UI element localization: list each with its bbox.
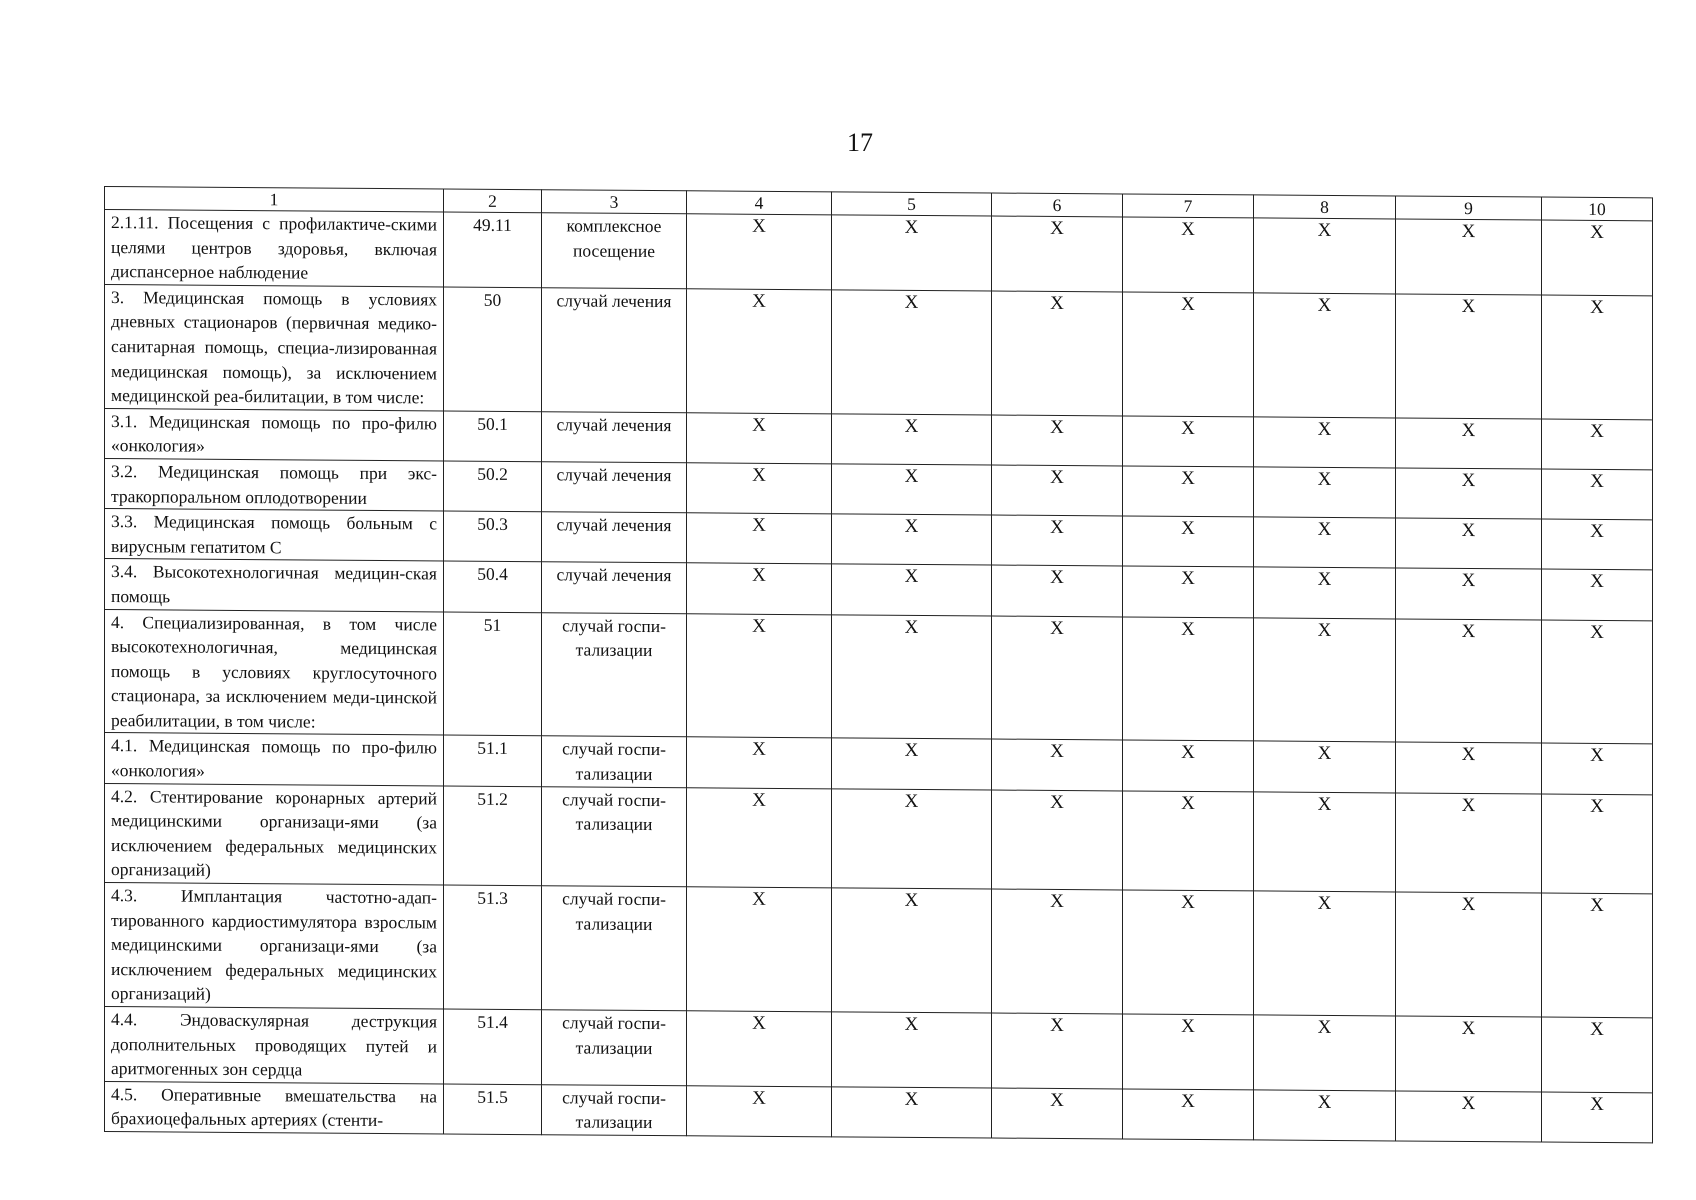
row-unit-cell: случай госпи-тализации xyxy=(542,612,687,737)
row-unit-cell: случай госпи-тализации xyxy=(542,736,687,787)
row-value-cell: X xyxy=(1396,418,1542,469)
row-value-cell: X xyxy=(1254,467,1396,518)
row-value-cell: X xyxy=(687,1086,832,1137)
row-value-cell: X xyxy=(1542,893,1653,1018)
row-unit-cell: случай лечения xyxy=(542,512,687,563)
table-row xyxy=(105,284,1653,419)
row-unit-cell: случай лечения xyxy=(542,562,687,613)
table-row xyxy=(105,210,1653,296)
row-value-cell: X xyxy=(687,613,832,738)
row-value-cell: X xyxy=(687,563,832,614)
row-code-cell: 51.3 xyxy=(444,885,542,1010)
row-value-cell: X xyxy=(1396,1016,1542,1092)
row-code-cell: 51.4 xyxy=(444,1009,542,1084)
row-value-cell: X xyxy=(1542,794,1653,894)
row-value-cell: X xyxy=(1542,1017,1653,1093)
column-number: 8 xyxy=(1254,195,1396,219)
row-code-cell: 51 xyxy=(444,611,542,736)
row-value-cell: X xyxy=(832,788,992,889)
row-value-cell: X xyxy=(687,214,832,290)
table-row xyxy=(105,1081,1653,1143)
column-number: 4 xyxy=(687,191,832,215)
row-value-cell: X xyxy=(1123,1089,1254,1140)
row-value-cell: X xyxy=(1254,293,1396,418)
row-value-cell: X xyxy=(1542,744,1653,795)
row-value-cell: X xyxy=(832,1012,992,1088)
column-number: 2 xyxy=(444,189,542,213)
row-value-cell: X xyxy=(1123,791,1254,891)
row-unit-cell: случай лечения xyxy=(542,411,687,462)
row-value-cell: X xyxy=(687,413,832,464)
row-value-cell: X xyxy=(832,215,992,291)
row-value-cell: X xyxy=(832,414,992,465)
row-value-cell: X xyxy=(1123,416,1254,467)
row-code-cell: 51.1 xyxy=(444,735,542,786)
row-value-cell: X xyxy=(1123,566,1254,617)
row-code-cell: 50.1 xyxy=(444,411,542,462)
table-row xyxy=(105,883,1653,1018)
row-name-cell: 4.4. Эндоваскулярная деструкция дополнительных проводящих путей и аритмогенных зон сердца xyxy=(105,1007,444,1084)
row-name-cell: 3.1. Медицинская помощь по про-филю «онкология» xyxy=(105,408,444,461)
row-code-cell: 50 xyxy=(444,287,542,412)
row-value-cell: X xyxy=(687,737,832,788)
page-number: 17 xyxy=(847,128,873,157)
column-number: 1 xyxy=(105,187,444,212)
row-unit-cell: случай госпи-тализации xyxy=(542,786,687,886)
row-value-cell: X xyxy=(1396,793,1542,893)
row-value-cell: X xyxy=(992,291,1123,416)
row-code-cell: 51.2 xyxy=(444,786,542,886)
row-name-cell: 3. Медицинская помощь в условиях дневных стационаров (первичная медико-санитарная помощь, специа-лизированная медицинская помощь), за исключением медицинской реа-билитации, в том числе: xyxy=(105,284,444,410)
row-code-cell: 49.11 xyxy=(444,212,542,287)
row-value-cell: X xyxy=(832,564,992,615)
row-name-cell: 4.1. Медицинская помощь по про-филю «онкология» xyxy=(105,733,444,786)
row-unit-cell: случай госпи-тализации xyxy=(542,1010,687,1086)
row-value-cell: X xyxy=(1254,517,1396,568)
row-unit-cell: случай лечения xyxy=(542,287,687,412)
row-value-cell: X xyxy=(1254,891,1396,1016)
column-number: 7 xyxy=(1123,194,1254,218)
row-value-cell: X xyxy=(1254,1015,1396,1091)
row-value-cell: X xyxy=(1396,518,1542,569)
row-name-cell: 4.2. Стентирование коронарных артерий медицинскими организаци-ями (за исключением федеральных медицинских организаций) xyxy=(105,783,444,885)
row-value-cell: X xyxy=(1123,890,1254,1015)
column-number: 9 xyxy=(1396,196,1542,220)
row-value-cell: X xyxy=(832,514,992,565)
data-table xyxy=(104,186,1653,1143)
row-value-cell: X xyxy=(1254,567,1396,618)
row-name-cell: 3.3. Медицинская помощь больным с вирусным гепатитом С xyxy=(105,509,444,562)
row-value-cell: X xyxy=(992,739,1123,790)
row-value-cell: X xyxy=(1254,218,1396,294)
row-value-cell: X xyxy=(1542,419,1653,470)
row-value-cell: X xyxy=(1396,1091,1542,1142)
row-value-cell: X xyxy=(992,790,1123,890)
row-value-cell: X xyxy=(832,738,992,789)
column-number: 6 xyxy=(992,193,1123,217)
row-value-cell: X xyxy=(992,415,1123,466)
row-value-cell: X xyxy=(1396,568,1542,619)
row-name-cell: 2.1.11. Посещения с профилактиче-скими целями центров здоровья, включая диспансерное наблюдение xyxy=(105,210,444,287)
row-value-cell: X xyxy=(992,1013,1123,1089)
row-value-cell: X xyxy=(1542,519,1653,570)
row-value-cell: X xyxy=(992,565,1123,616)
row-code-cell: 50.2 xyxy=(444,461,542,512)
row-value-cell: X xyxy=(1542,569,1653,620)
row-value-cell: X xyxy=(1542,1092,1653,1143)
table-body xyxy=(105,210,1653,1143)
row-code-cell: 50.4 xyxy=(444,561,542,612)
row-value-cell: X xyxy=(687,787,832,887)
row-value-cell: X xyxy=(1123,740,1254,791)
row-value-cell: X xyxy=(1254,741,1396,792)
row-code-cell: 51.5 xyxy=(444,1084,542,1135)
row-value-cell: X xyxy=(687,463,832,514)
row-value-cell: X xyxy=(1396,468,1542,519)
table-row xyxy=(105,609,1653,744)
row-unit-cell: комплексное посещение xyxy=(542,213,687,289)
row-value-cell: X xyxy=(832,1087,992,1138)
row-value-cell: X xyxy=(687,1011,832,1087)
row-value-cell: X xyxy=(1396,742,1542,793)
row-name-cell: 4.3. Имплантация частотно-адап-тированного кардиостимулятора взрослым медицинскими организаци-ями (за исключением федеральных медицинских организаций) xyxy=(105,883,444,1009)
row-value-cell: X xyxy=(1396,294,1542,419)
row-unit-cell: случай лечения xyxy=(542,462,687,513)
row-value-cell: X xyxy=(832,464,992,515)
row-name-cell: 4. Специализированная, в том числе высокотехнологичная, медицинская помощь в условиях круглосуточного стационара, за исключением меди-цинской реабилитации, в том числе: xyxy=(105,609,444,735)
table-row xyxy=(105,783,1653,894)
row-value-cell: X xyxy=(1123,292,1254,417)
column-number: 10 xyxy=(1542,197,1653,221)
row-value-cell: X xyxy=(1396,618,1542,743)
row-value-cell: X xyxy=(992,216,1123,292)
row-value-cell: X xyxy=(1254,792,1396,892)
row-unit-cell: случай госпи-тализации xyxy=(542,886,687,1011)
row-value-cell: X xyxy=(1123,516,1254,567)
row-value-cell: X xyxy=(1396,892,1542,1017)
row-value-cell: X xyxy=(992,616,1123,741)
row-value-cell: X xyxy=(1396,219,1542,295)
row-value-cell: X xyxy=(992,889,1123,1014)
row-value-cell: X xyxy=(687,887,832,1012)
row-value-cell: X xyxy=(992,1088,1123,1139)
row-value-cell: X xyxy=(1123,616,1254,741)
row-name-cell: 3.2. Медицинская помощь при экс-тракорпоральном оплодотворении xyxy=(105,458,444,511)
row-value-cell: X xyxy=(992,515,1123,566)
row-value-cell: X xyxy=(1123,1014,1254,1090)
row-value-cell: X xyxy=(687,289,832,414)
row-value-cell: X xyxy=(1254,417,1396,468)
row-value-cell: X xyxy=(1123,466,1254,517)
row-value-cell: X xyxy=(1254,1090,1396,1141)
row-name-cell: 3.4. Высокотехнологичная медицин-ская помощь xyxy=(105,559,444,612)
row-value-cell: X xyxy=(687,513,832,564)
column-number: 3 xyxy=(542,190,687,214)
row-unit-cell: случай госпи-тализации xyxy=(542,1084,687,1135)
row-value-cell: X xyxy=(1542,469,1653,520)
table-row xyxy=(105,1007,1653,1093)
row-value-cell: X xyxy=(1542,620,1653,745)
row-value-cell: X xyxy=(1254,617,1396,742)
row-value-cell: X xyxy=(832,614,992,739)
column-number: 5 xyxy=(832,192,992,216)
row-value-cell: X xyxy=(832,888,992,1013)
row-value-cell: X xyxy=(1123,217,1254,293)
row-value-cell: X xyxy=(1542,220,1653,296)
row-name-cell: 4.5. Оперативные вмешательства на брахиоцефальных артериях (стенти- xyxy=(105,1081,444,1134)
row-value-cell: X xyxy=(1542,295,1653,420)
row-value-cell: X xyxy=(832,290,992,415)
row-value-cell: X xyxy=(992,465,1123,516)
row-code-cell: 50.3 xyxy=(444,511,542,562)
